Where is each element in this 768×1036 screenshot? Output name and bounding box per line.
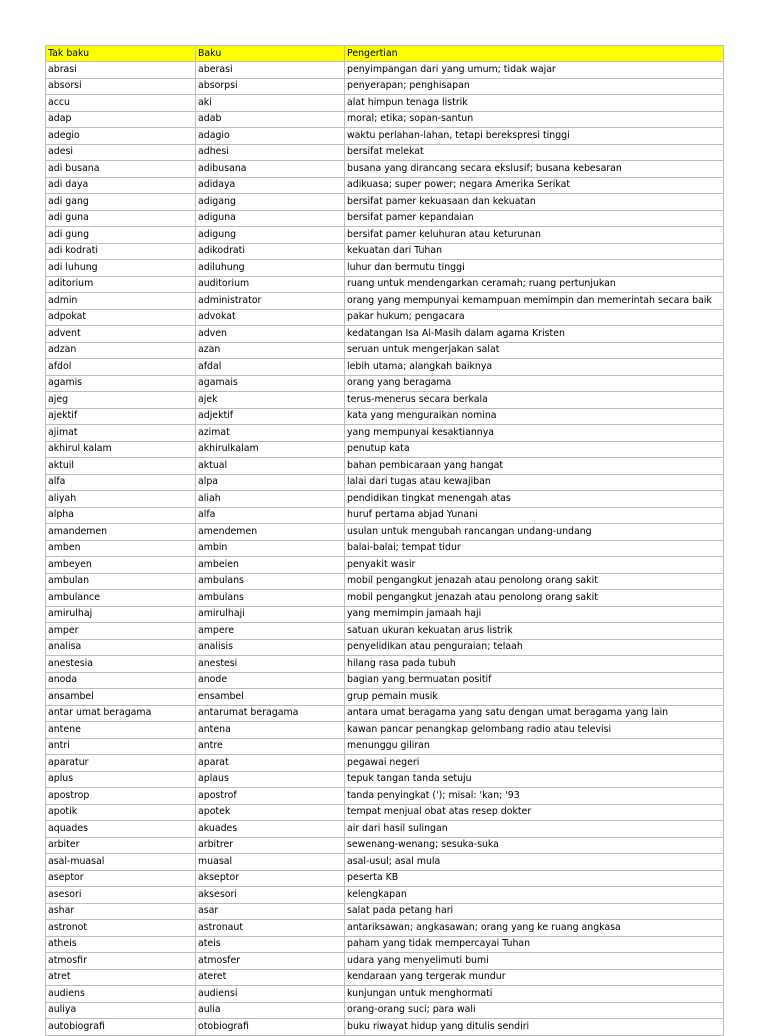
cell-baku[interactable]: ampere	[196, 623, 345, 640]
cell-tak-baku[interactable]: absorsi	[46, 78, 196, 95]
table-row	[46, 392, 724, 409]
cell-baku[interactable]: akseptor	[196, 870, 345, 887]
cell-pengertian[interactable]: tepuk tangan tanda setuju	[345, 771, 724, 788]
cell-baku[interactable]: otobiografi	[196, 1019, 345, 1036]
cell-tak-baku[interactable]: ambulance	[46, 590, 196, 607]
cell-baku[interactable]: apotek	[196, 804, 345, 821]
table-row	[46, 375, 724, 392]
cell-pengertian[interactable]: menunggu giliran	[345, 738, 724, 755]
cell-tak-baku[interactable]: adap	[46, 111, 196, 128]
cell-baku[interactable]: adven	[196, 326, 345, 343]
cell-baku[interactable]: apostrof	[196, 788, 345, 805]
cell-baku[interactable]: aberasi	[196, 62, 345, 79]
cell-pengertian[interactable]: ruang untuk mendengarkan ceramah; ruang pertunjukan	[345, 276, 724, 293]
cell-pengertian[interactable]: waktu perlahan-lahan, tetapi berekspresi tinggi	[345, 128, 724, 145]
cell-baku[interactable]: advokat	[196, 309, 345, 326]
cell-baku[interactable]: analisis	[196, 639, 345, 656]
cell-pengertian[interactable]: bersifat pamer kepandaian	[345, 210, 724, 227]
cell-pengertian[interactable]: bagian yang bermuatan positif	[345, 672, 724, 689]
cell-baku[interactable]: amendemen	[196, 524, 345, 541]
cell-pengertian[interactable]: grup pemain musik	[345, 689, 724, 706]
cell-tak-baku[interactable]: amper	[46, 623, 196, 640]
cell-tak-baku[interactable]: akhirul kalam	[46, 441, 196, 458]
cell-pengertian[interactable]: penyelidikan atau penguraian; telaah	[345, 639, 724, 656]
table-row	[46, 243, 724, 260]
table-row	[46, 557, 724, 574]
table-body	[46, 62, 724, 1036]
table-row	[46, 903, 724, 920]
cell-baku[interactable]: adigung	[196, 227, 345, 244]
table-row	[46, 524, 724, 541]
cell-baku[interactable]: aliah	[196, 491, 345, 508]
cell-baku[interactable]: aplaus	[196, 771, 345, 788]
cell-tak-baku[interactable]: adi daya	[46, 177, 196, 194]
cell-baku[interactable]: alpa	[196, 474, 345, 491]
cell-tak-baku[interactable]: aseptor	[46, 870, 196, 887]
table-row	[46, 260, 724, 277]
table-row	[46, 870, 724, 887]
cell-tak-baku[interactable]: antene	[46, 722, 196, 739]
cell-baku[interactable]: adigang	[196, 194, 345, 211]
table-row	[46, 111, 724, 128]
cell-baku[interactable]: adikodrati	[196, 243, 345, 260]
cell-pengertian[interactable]: tanda penyingkat ('); misal: 'kan; '93	[345, 788, 724, 805]
cell-tak-baku[interactable]: adesi	[46, 144, 196, 161]
cell-pengertian[interactable]: kekuatan dari Tuhan	[345, 243, 724, 260]
cell-tak-baku[interactable]: alpha	[46, 507, 196, 524]
table-row	[46, 326, 724, 343]
table-row	[46, 474, 724, 491]
cell-tak-baku[interactable]: amandemen	[46, 524, 196, 541]
table-row	[46, 425, 724, 442]
cell-tak-baku[interactable]: ansambel	[46, 689, 196, 706]
cell-pengertian[interactable]: antariksawan; angkasawan; orang yang ke ruang angkasa	[345, 920, 724, 937]
table-row	[46, 788, 724, 805]
cell-pengertian[interactable]: seruan untuk mengerjakan salat	[345, 342, 724, 359]
cell-baku[interactable]: aulia	[196, 1002, 345, 1019]
cell-baku[interactable]: adjektif	[196, 408, 345, 425]
table-row	[46, 441, 724, 458]
cell-pengertian[interactable]: balai-balai; tempat tidur	[345, 540, 724, 557]
table-row	[46, 293, 724, 310]
column-header-tak-baku[interactable]: Tak baku	[46, 46, 196, 62]
cell-tak-baku[interactable]: ambeyen	[46, 557, 196, 574]
cell-pengertian[interactable]: air dari hasil sulingan	[345, 821, 724, 838]
cell-tak-baku[interactable]: adi busana	[46, 161, 196, 178]
cell-tak-baku[interactable]: adi gang	[46, 194, 196, 211]
cell-tak-baku[interactable]: admin	[46, 293, 196, 310]
cell-pengertian[interactable]: kunjungan untuk menghormati	[345, 986, 724, 1003]
cell-pengertian[interactable]: kata yang menguraikan nomina	[345, 408, 724, 425]
table-row	[46, 821, 724, 838]
cell-pengertian[interactable]: tempat menjual obat atas resep dokter	[345, 804, 724, 821]
cell-tak-baku[interactable]: auliya	[46, 1002, 196, 1019]
cell-baku[interactable]: azan	[196, 342, 345, 359]
table-row	[46, 194, 724, 211]
table-row	[46, 722, 724, 739]
cell-baku[interactable]: asar	[196, 903, 345, 920]
cell-baku[interactable]: adiguna	[196, 210, 345, 227]
cell-pengertian[interactable]: peserta KB	[345, 870, 724, 887]
cell-tak-baku[interactable]: afdol	[46, 359, 196, 376]
cell-baku[interactable]: antena	[196, 722, 345, 739]
cell-tak-baku[interactable]: astronot	[46, 920, 196, 937]
cell-tak-baku[interactable]: adi gung	[46, 227, 196, 244]
table-row	[46, 738, 724, 755]
table-row	[46, 573, 724, 590]
header-row	[46, 46, 724, 62]
cell-baku[interactable]: ensambel	[196, 689, 345, 706]
cell-pengertian[interactable]: kedatangan Isa Al-Masih dalam agama Kristen	[345, 326, 724, 343]
cell-pengertian[interactable]: adikuasa; super power; negara Amerika Serikat	[345, 177, 724, 194]
cell-pengertian[interactable]: paham yang tidak mempercayai Tuhan	[345, 936, 724, 953]
table-row	[46, 623, 724, 640]
cell-tak-baku[interactable]: antar umat beragama	[46, 705, 196, 722]
cell-baku[interactable]: atmosfer	[196, 953, 345, 970]
cell-pengertian[interactable]: orang yang beragama	[345, 375, 724, 392]
table-row	[46, 656, 724, 673]
cell-tak-baku[interactable]: adzan	[46, 342, 196, 359]
table-row	[46, 936, 724, 953]
cell-baku[interactable]: amirulhaji	[196, 606, 345, 623]
cell-pengertian[interactable]: bersifat melekat	[345, 144, 724, 161]
cell-tak-baku[interactable]: apostrop	[46, 788, 196, 805]
cell-pengertian[interactable]: mobil pengangkut jenazah atau penolong orang sakit	[345, 590, 724, 607]
cell-tak-baku[interactable]: alfa	[46, 474, 196, 491]
cell-baku[interactable]: ambin	[196, 540, 345, 557]
cell-tak-baku[interactable]: aparatur	[46, 755, 196, 772]
cell-tak-baku[interactable]: atret	[46, 969, 196, 986]
cell-baku[interactable]: aktual	[196, 458, 345, 475]
cell-pengertian[interactable]: pendidikan tingkat menengah atas	[345, 491, 724, 508]
cell-pengertian[interactable]: sewenang-wenang; sesuka-suka	[345, 837, 724, 854]
cell-baku[interactable]: muasal	[196, 854, 345, 871]
cell-baku[interactable]: adagio	[196, 128, 345, 145]
cell-tak-baku[interactable]: adegio	[46, 128, 196, 145]
cell-tak-baku[interactable]: aplus	[46, 771, 196, 788]
table-row	[46, 1019, 724, 1036]
cell-tak-baku[interactable]: ambulan	[46, 573, 196, 590]
cell-baku[interactable]: adiluhung	[196, 260, 345, 277]
cell-baku[interactable]: anode	[196, 672, 345, 689]
cell-tak-baku[interactable]: anoda	[46, 672, 196, 689]
cell-pengertian[interactable]: luhur dan bermutu tinggi	[345, 260, 724, 277]
table-row	[46, 95, 724, 112]
cell-baku[interactable]: afdal	[196, 359, 345, 376]
table-row	[46, 590, 724, 607]
cell-pengertian[interactable]: lebih utama; alangkah baiknya	[345, 359, 724, 376]
cell-pengertian[interactable]: buku riwayat hidup yang ditulis sendiri	[345, 1019, 724, 1036]
table-row	[46, 920, 724, 937]
cell-baku[interactable]: ajek	[196, 392, 345, 409]
cell-pengertian[interactable]: udara yang menyelimuti bumi	[345, 953, 724, 970]
cell-tak-baku[interactable]: aquades	[46, 821, 196, 838]
cell-tak-baku[interactable]: atmosfir	[46, 953, 196, 970]
table-row	[46, 771, 724, 788]
cell-pengertian[interactable]: yang mempunyai kesaktiannya	[345, 425, 724, 442]
table-row	[46, 78, 724, 95]
cell-baku[interactable]: aparat	[196, 755, 345, 772]
cell-tak-baku[interactable]: antri	[46, 738, 196, 755]
column-header-pengertian[interactable]: Pengertian	[345, 46, 724, 62]
cell-pengertian[interactable]: kelengkapan	[345, 887, 724, 904]
table-row	[46, 227, 724, 244]
cell-pengertian[interactable]: asal-usul; asal mula	[345, 854, 724, 871]
cell-pengertian[interactable]: hilang rasa pada tubuh	[345, 656, 724, 673]
cell-pengertian[interactable]: terus-menerus secara berkala	[345, 392, 724, 409]
cell-baku[interactable]: agamais	[196, 375, 345, 392]
cell-tak-baku[interactable]: advent	[46, 326, 196, 343]
cell-baku[interactable]: arbitrer	[196, 837, 345, 854]
cell-tak-baku[interactable]: analisa	[46, 639, 196, 656]
cell-tak-baku[interactable]: adi guna	[46, 210, 196, 227]
table-row	[46, 672, 724, 689]
cell-tak-baku[interactable]: agamis	[46, 375, 196, 392]
table-row	[46, 507, 724, 524]
table-row	[46, 491, 724, 508]
cell-baku[interactable]: aki	[196, 95, 345, 112]
cell-tak-baku[interactable]: adi kodrati	[46, 243, 196, 260]
cell-pengertian[interactable]: bersifat pamer kekuasaan dan kekuatan	[345, 194, 724, 211]
table-row	[46, 639, 724, 656]
cell-pengertian[interactable]: pegawai negeri	[345, 755, 724, 772]
cell-pengertian[interactable]: moral; etika; sopan-santun	[345, 111, 724, 128]
cell-baku[interactable]: astronaut	[196, 920, 345, 937]
table-row	[46, 1002, 724, 1019]
cell-baku[interactable]: ambulans	[196, 590, 345, 607]
cell-tak-baku[interactable]: atheis	[46, 936, 196, 953]
table-row	[46, 458, 724, 475]
cell-tak-baku[interactable]: adi luhung	[46, 260, 196, 277]
cell-pengertian[interactable]: salat pada petang hari	[345, 903, 724, 920]
cell-tak-baku[interactable]: amirulhaj	[46, 606, 196, 623]
table-row	[46, 128, 724, 145]
table-row	[46, 540, 724, 557]
table-header	[46, 46, 724, 62]
cell-pengertian[interactable]: kawan pancar penangkap gelombang radio atau televisi	[345, 722, 724, 739]
cell-baku[interactable]: ambeien	[196, 557, 345, 574]
cell-pengertian[interactable]: alat himpun tenaga listrik	[345, 95, 724, 112]
cell-pengertian[interactable]: usulan untuk mengubah rancangan undang-undang	[345, 524, 724, 541]
spreadsheet-table	[45, 45, 724, 1036]
cell-tak-baku[interactable]: ajimat	[46, 425, 196, 442]
cell-pengertian[interactable]: antara umat beragama yang satu dengan umat beragama yang lain	[345, 705, 724, 722]
table-row	[46, 161, 724, 178]
table-row	[46, 804, 724, 821]
cell-baku[interactable]: akhirulkalam	[196, 441, 345, 458]
cell-pengertian[interactable]: bahan pembicaraan yang hangat	[345, 458, 724, 475]
cell-baku[interactable]: audiensi	[196, 986, 345, 1003]
cell-pengertian[interactable]: lalai dari tugas atau kewajiban	[345, 474, 724, 491]
table-row	[46, 408, 724, 425]
cell-pengertian[interactable]: penutup kata	[345, 441, 724, 458]
cell-tak-baku[interactable]: audiens	[46, 986, 196, 1003]
cell-tak-baku[interactable]: arbiter	[46, 837, 196, 854]
cell-pengertian[interactable]: bersifat pamer keluhuran atau keturunan	[345, 227, 724, 244]
table-row	[46, 969, 724, 986]
cell-baku[interactable]: adab	[196, 111, 345, 128]
table-row	[46, 755, 724, 772]
table-row	[46, 953, 724, 970]
cell-baku[interactable]: ateret	[196, 969, 345, 986]
cell-tak-baku[interactable]: amben	[46, 540, 196, 557]
cell-tak-baku[interactable]: aliyah	[46, 491, 196, 508]
cell-pengertian[interactable]: kendaraan yang tergerak mundur	[345, 969, 724, 986]
cell-pengertian[interactable]: mobil pengangkut jenazah atau penolong orang sakit	[345, 573, 724, 590]
table-row	[46, 705, 724, 722]
table-row	[46, 62, 724, 79]
cell-pengertian[interactable]: yang memimpin jamaah haji	[345, 606, 724, 623]
table-row	[46, 986, 724, 1003]
cell-pengertian[interactable]: satuan ukuran kekuatan arus listrik	[345, 623, 724, 640]
cell-tak-baku[interactable]: anestesia	[46, 656, 196, 673]
cell-pengertian[interactable]: busana yang dirancang secara ekslusif; busana kebesaran	[345, 161, 724, 178]
cell-pengertian[interactable]: penyakit wasir	[345, 557, 724, 574]
table-row	[46, 276, 724, 293]
table-row	[46, 177, 724, 194]
table-row	[46, 854, 724, 871]
table-row	[46, 359, 724, 376]
cell-tak-baku[interactable]: apotik	[46, 804, 196, 821]
cell-tak-baku[interactable]: autobiografi	[46, 1019, 196, 1036]
cell-tak-baku[interactable]: accu	[46, 95, 196, 112]
cell-baku[interactable]: adhesi	[196, 144, 345, 161]
cell-baku[interactable]: administrator	[196, 293, 345, 310]
cell-tak-baku[interactable]: adpokat	[46, 309, 196, 326]
cell-baku[interactable]: adibusana	[196, 161, 345, 178]
cell-pengertian[interactable]: orang yang mempunyai kemampuan memimpin dan memerintah secara baik	[345, 293, 724, 310]
cell-baku[interactable]: azimat	[196, 425, 345, 442]
cell-baku[interactable]: akuades	[196, 821, 345, 838]
column-header-baku[interactable]: Baku	[196, 46, 345, 62]
cell-baku[interactable]: anestesi	[196, 656, 345, 673]
cell-pengertian[interactable]: pakar hukum; pengacara	[345, 309, 724, 326]
table-row	[46, 887, 724, 904]
cell-tak-baku[interactable]: aditorium	[46, 276, 196, 293]
table-row	[46, 342, 724, 359]
cell-pengertian[interactable]: penyerapan; penghisapan	[345, 78, 724, 95]
cell-baku[interactable]: antre	[196, 738, 345, 755]
cell-tak-baku[interactable]: ajeg	[46, 392, 196, 409]
cell-pengertian[interactable]: penyimpangan dari yang umum; tidak wajar	[345, 62, 724, 79]
cell-baku[interactable]: auditorium	[196, 276, 345, 293]
table-row	[46, 210, 724, 227]
cell-tak-baku[interactable]: ashar	[46, 903, 196, 920]
cell-baku[interactable]: alfa	[196, 507, 345, 524]
cell-tak-baku[interactable]: abrasi	[46, 62, 196, 79]
cell-baku[interactable]: adidaya	[196, 177, 345, 194]
cell-pengertian[interactable]: huruf pertama abjad Yunani	[345, 507, 724, 524]
cell-baku[interactable]: ambulans	[196, 573, 345, 590]
cell-tak-baku[interactable]: aktuil	[46, 458, 196, 475]
cell-pengertian[interactable]: orang-orang suci; para wali	[345, 1002, 724, 1019]
cell-baku[interactable]: aksesori	[196, 887, 345, 904]
cell-baku[interactable]: absorpsi	[196, 78, 345, 95]
cell-tak-baku[interactable]: asal-muasal	[46, 854, 196, 871]
table-row	[46, 144, 724, 161]
cell-tak-baku[interactable]: asesori	[46, 887, 196, 904]
table-row	[46, 689, 724, 706]
cell-baku[interactable]: antarumat beragama	[196, 705, 345, 722]
table-row	[46, 309, 724, 326]
cell-baku[interactable]: ateis	[196, 936, 345, 953]
table-row	[46, 837, 724, 854]
table-row	[46, 606, 724, 623]
cell-tak-baku[interactable]: ajektif	[46, 408, 196, 425]
